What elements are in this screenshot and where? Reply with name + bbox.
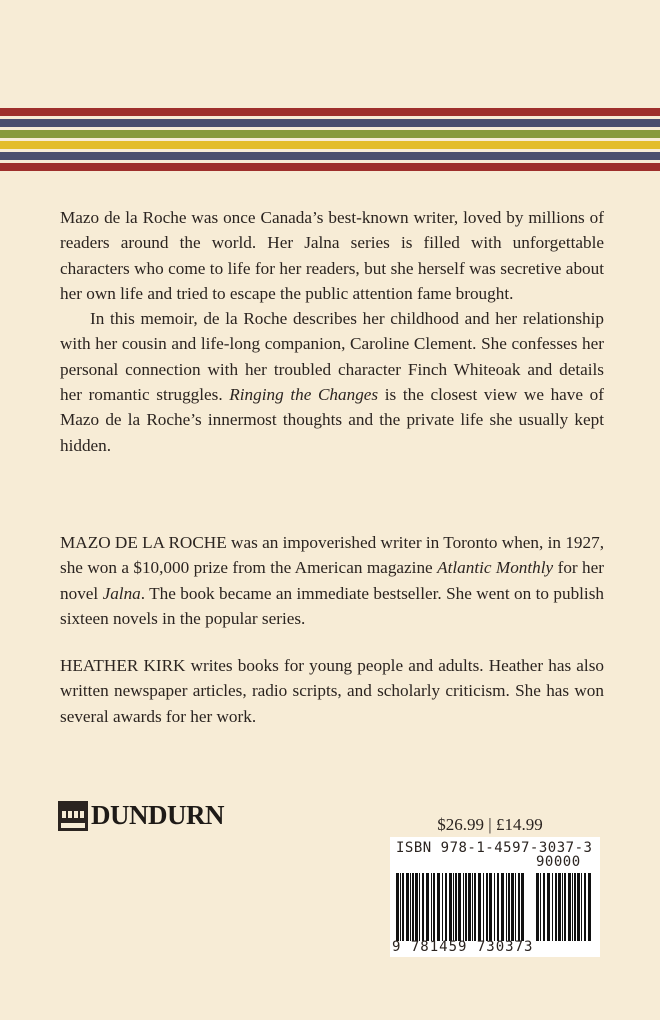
publisher-name: DUNDURN xyxy=(91,800,224,830)
bio-text: MAZO DE LA ROCHE was an impoverished writer in Toronto when, in 1927, she won a $10,000 prize from the American magazine xyxy=(60,533,604,578)
barcode-bar xyxy=(564,873,566,941)
barcode-bar xyxy=(478,873,481,941)
addon-barcode xyxy=(536,873,594,941)
barcode-bar xyxy=(508,873,510,941)
price-code-label: 90000 xyxy=(536,854,581,870)
barcode-bar xyxy=(406,873,409,941)
barcode-bar xyxy=(474,873,476,941)
isbn-barcode xyxy=(396,873,524,941)
barcode-bar xyxy=(463,873,464,941)
barcode-bar xyxy=(422,873,424,941)
barcode-bar xyxy=(572,873,573,941)
author-bio xyxy=(60,530,604,631)
barcode-bar xyxy=(410,873,411,941)
barcode-bar xyxy=(426,873,429,941)
editor-bio xyxy=(60,653,604,729)
barcode-bar xyxy=(501,873,504,941)
author-bio-text xyxy=(60,530,604,631)
barcode-bar xyxy=(472,873,473,941)
barcode-bar xyxy=(415,873,418,941)
barcode-bar xyxy=(449,873,452,941)
blurb-paragraph-2 xyxy=(60,306,604,458)
barcode-bar xyxy=(400,873,401,941)
barcode-bar xyxy=(511,873,514,941)
stripe xyxy=(0,152,660,160)
blurb-text: In this memoir, de la Roche describes her childhood and her relationship with her cousin and life-long companion, Caroline Clement. She confesses her personal connection with her troubled character Finch Whiteoak and details her romantic struggles. xyxy=(60,309,604,405)
barcode-bar xyxy=(577,873,580,941)
barcode-bar xyxy=(547,873,550,941)
bio-text: for her novel xyxy=(60,558,604,603)
barcode-bar xyxy=(442,873,443,941)
blurb-text: is the closest view we have of Mazo de la Roche’s innermost thoughts and the private life she usually kept hidden. xyxy=(60,385,604,455)
barcode-bar xyxy=(453,873,454,941)
barcode-bar xyxy=(431,873,432,941)
stripe xyxy=(0,141,660,149)
stripe xyxy=(0,119,660,127)
book-title: Ringing the Changes xyxy=(229,385,379,405)
barcode-bar xyxy=(555,873,557,941)
barcode-bar xyxy=(419,873,420,941)
barcode-bar xyxy=(558,873,561,941)
barcode-bar xyxy=(465,873,467,941)
stripe xyxy=(0,108,660,116)
barcode-bar xyxy=(518,873,520,941)
book-blurb xyxy=(60,205,604,458)
barcode-bar xyxy=(581,873,582,941)
building-logo-icon xyxy=(58,801,88,831)
barcode-bar xyxy=(402,873,404,941)
stripe xyxy=(0,130,660,138)
barcode-bar xyxy=(568,873,571,941)
barcode-bar xyxy=(562,873,563,941)
barcode-digits: 9 781459 730373 xyxy=(392,939,534,955)
barcode-bar xyxy=(468,873,471,941)
barcode-bar xyxy=(433,873,435,941)
barcode-bar xyxy=(486,873,488,941)
barcode-box xyxy=(390,837,600,957)
publisher-logo xyxy=(58,800,224,831)
barcode-bar xyxy=(497,873,499,941)
barcode-bar xyxy=(588,873,591,941)
barcode-bar xyxy=(412,873,414,941)
barcode-bar xyxy=(574,873,576,941)
editor-bio-text: HEATHER KIRK writes books for young people and adults. Heather has also written newspaper articles, radio scripts, and scholarly criticism. She has won several awards for her work. xyxy=(60,656,604,726)
stripe xyxy=(0,163,660,171)
barcode-bar xyxy=(521,873,524,941)
barcode-bar xyxy=(445,873,447,941)
barcode-bar xyxy=(437,873,440,941)
barcode-bar xyxy=(584,873,586,941)
barcode-bar xyxy=(455,873,457,941)
isbn-label: ISBN 978-1-4597-3037-3 xyxy=(396,840,593,856)
bio-text: . The book became an immediate bestseller. She went on to publish sixteen novels in the popular series. xyxy=(60,583,604,628)
barcode-bar xyxy=(543,873,545,941)
barcode-bar xyxy=(396,873,399,941)
blurb-paragraph-1: Mazo de la Roche was once Canada’s best-known writer, loved by millions of readers around the world. Her Jalna series is filled with unforgettable characters who come to life for her readers, but she herself was secretive about her own life and tried to escape the public attention fame brought. xyxy=(60,208,604,303)
barcode-bar xyxy=(506,873,507,941)
decorative-stripes xyxy=(0,108,660,174)
price-label: $26.99 | £14.99 xyxy=(437,815,543,834)
barcode-bar xyxy=(483,873,484,941)
magazine-title: Atlantic Monthly xyxy=(437,558,554,578)
novel-title: Jalna xyxy=(102,583,141,603)
barcode-bar xyxy=(552,873,553,941)
barcode-bar xyxy=(494,873,495,941)
barcode-bar xyxy=(489,873,492,941)
barcode-bar xyxy=(458,873,461,941)
barcode-bar xyxy=(536,873,539,941)
barcode-bar xyxy=(540,873,541,941)
barcode-bar xyxy=(515,873,516,941)
